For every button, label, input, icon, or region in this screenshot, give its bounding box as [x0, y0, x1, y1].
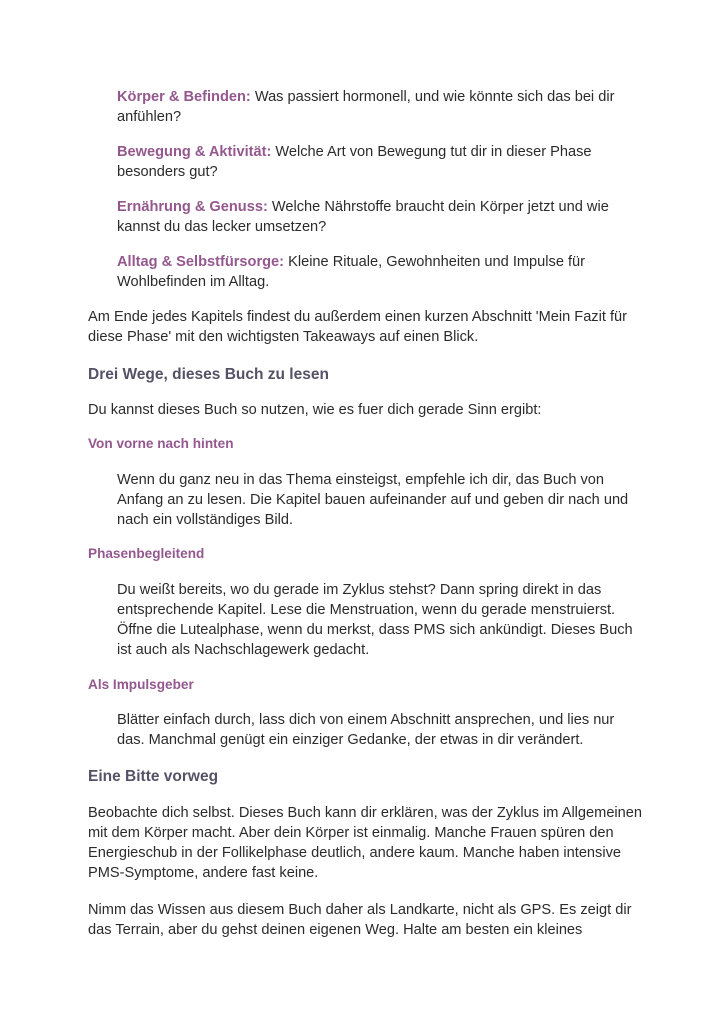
section-heading-request: Eine Bitte vorweg	[88, 768, 219, 785]
bullet-label: Alltag & Selbstfürsorge:	[117, 254, 285, 270]
bullet-label: Bewegung & Aktivität:	[117, 144, 272, 160]
bullet-label: Körper & Befinden:	[117, 89, 251, 105]
section-heading-ways: Drei Wege, dieses Buch zu lesen	[88, 366, 329, 383]
bullet-ernaehrung	[117, 197, 642, 237]
fazit-paragraph: Am Ende jedes Kapitels findest du außerdem einen kurzen Abschnitt 'Mein Fazit für diese Phase' mit den wichtigsten Takeaways auf einen Blick.	[88, 309, 627, 345]
way-text-front-to-back: Wenn du ganz neu in das Thema einsteigst, empfehle ich dir, das Buch von Anfang an zu lesen. Die Kapitel bauen aufeinander auf und geben dir nach und nach ein vollständiges Bild.	[117, 472, 629, 528]
ways-intro: Du kannst dieses Buch so nutzen, wie es fuer dich gerade Sinn ergibt:	[88, 402, 542, 418]
bullet-bewegung	[117, 142, 642, 182]
bullet-text: Kleine Rituale, Gewohnheiten und Impulse für Wohlbefinden im Alltag.	[117, 254, 586, 290]
bullet-text: Was passiert hormonell, und wie könnte sich das bei dir anfühlen?	[117, 89, 615, 125]
request-paragraph-2: Nimm das Wissen aus diesem Buch daher als Landkarte, nicht als GPS. Es zeigt dir das Terrain, aber du gehst deinen eigenen Weg. Halte am besten ein kleines	[88, 902, 632, 938]
way-title-impulse: Als Impulsgeber	[88, 677, 194, 692]
bullet-label: Ernährung & Genuss:	[117, 199, 268, 215]
way-title-front-to-back: Von vorne nach hinten	[88, 436, 234, 451]
way-text-impulse: Blätter einfach durch, lass dich von einem Abschnitt ansprechen, und lies nur das. Manchmal genügt ein einziger Gedanke, der etwas in dir verändert.	[117, 712, 615, 748]
request-paragraph-1: Beobachte dich selbst. Dieses Buch kann dir erklären, was der Zyklus im Allgemeinen mit dem Körper macht. Aber dein Körper ist einmalig. Manche Frauen spüren den Energieschub in der Follikelphase deutlich, andere kaum. Manche haben intensive PMS-Symptome, andere fast keine.	[88, 805, 643, 881]
bullet-alltag	[117, 252, 642, 292]
bullet-koerper	[117, 87, 642, 127]
way-text-phase: Du weißt bereits, wo du gerade im Zyklus stehst? Dann spring direkt in das entsprechende Kapitel. Lese die Menstruation, wenn du gerade menstruierst. Öffne die Lutealphase, wenn du merkst, dass PMS sich ankündigt. Dieses Buch ist auch als Nachschlagewerk gedacht.	[117, 582, 633, 658]
bullet-text: Welche Nährstoffe braucht dein Körper jetzt und wie kannst du das lecker umsetzen?	[117, 199, 609, 235]
way-title-phase: Phasenbegleitend	[88, 546, 205, 561]
bullet-text: Welche Art von Bewegung tut dir in dieser Phase besonders gut?	[117, 144, 592, 180]
